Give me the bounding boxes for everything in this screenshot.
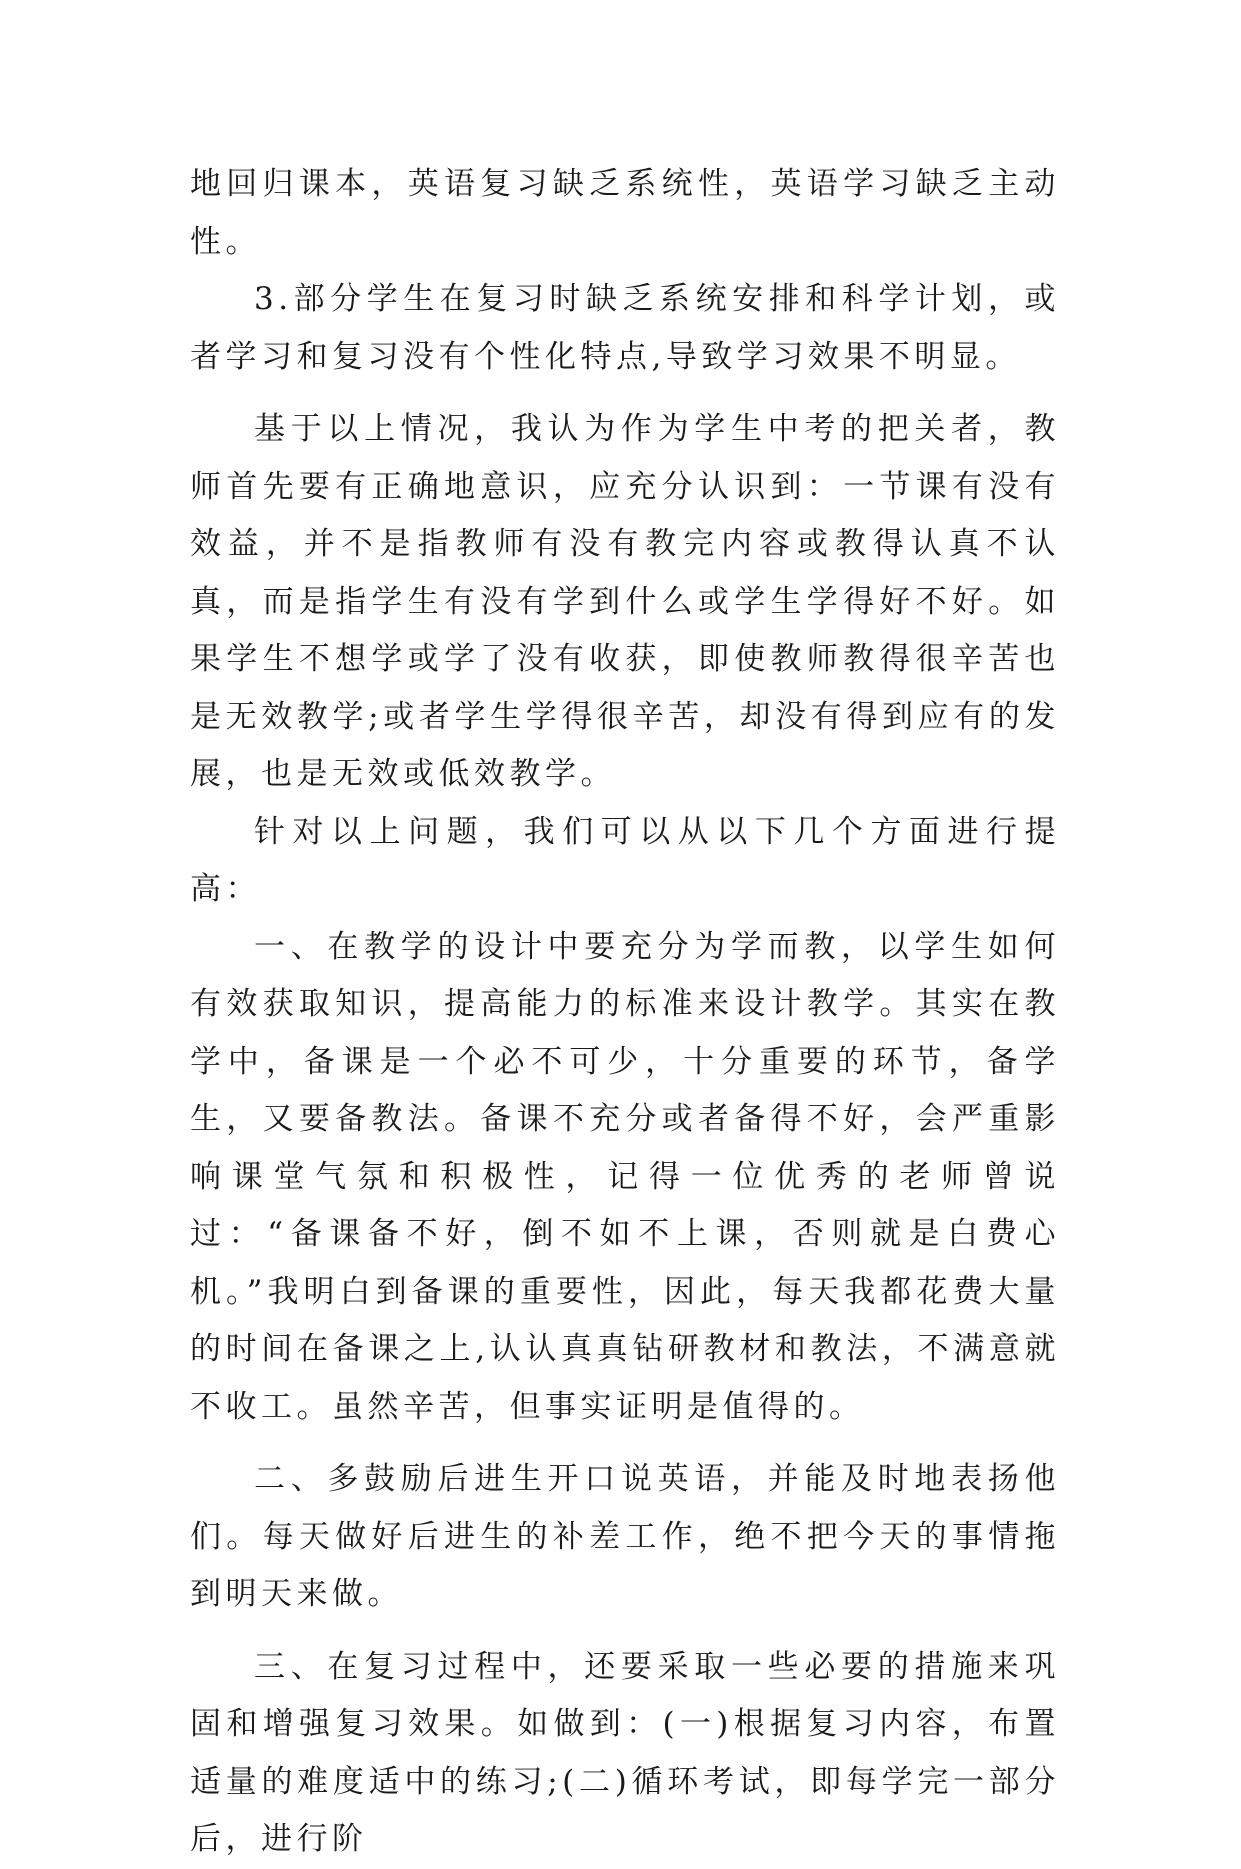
paragraph-analysis: 基于以上情况，我认为作为学生中考的把关者，教师首先要有正确地意识，应充分认识到：一节课有没有效益，并不是指教师有没有教完内容或教得认真不认真，而是指学生有没有学到什么或学生学得好不好。如果学生不想学或学了没有收获，即使教师教得很辛苦也是无效教学;或者学生学得很辛苦，却没有得到应有的发展，也是无效或低效教学。 — [190, 411, 1060, 792]
paragraph-item-3: 3.部分学生在复习时缺乏系统安排和科学计划，或者学习和复习没有个性化特点,导致学习效果不明显。 — [190, 281, 1060, 375]
paragraph-point-one: 一、在教学的设计中要充分为学而教，以学生如何有效获取知识，提高能力的标准来设计教学。其实在教学中，备课是一个必不可少，十分重要的环节，备学生，又要备教法。备课不充分或者备得不好，会严重影响课堂气氛和积极性，记得一位优秀的老师曾说过：“备课备不好，倒不如不上课，否则就是白费心机。”我明白到备课的重要性，因此，每天我都花费大量的时间在备课之上,认认真真钻研教材和教法，不满意就不收工。虽然辛苦，但事实证明是值得的。 — [190, 928, 1060, 1425]
paragraph-point-three: 三、在复习过程中，还要采取一些必要的措施来巩固和增强复习效果。如做到：(一)根据复习内容，布置适量的难度适中的练习;(二)循环考试，即每学完一部分后，进行阶 — [190, 1648, 1060, 1857]
paragraph-point-two: 二、多鼓励后进生开口说英语，并能及时地表扬他们。每天做好后进生的补差工作，绝不把今天的事情拖到明天来做。 — [190, 1461, 1060, 1612]
document-body — [190, 156, 1060, 1869]
paragraph-intro-improvements: 针对以上问题，我们可以从以下几个方面进行提高： — [190, 813, 1060, 907]
paragraph-continuation: 地回归课本，英语复习缺乏系统性，英语学习缺乏主动性。 — [190, 166, 1060, 260]
